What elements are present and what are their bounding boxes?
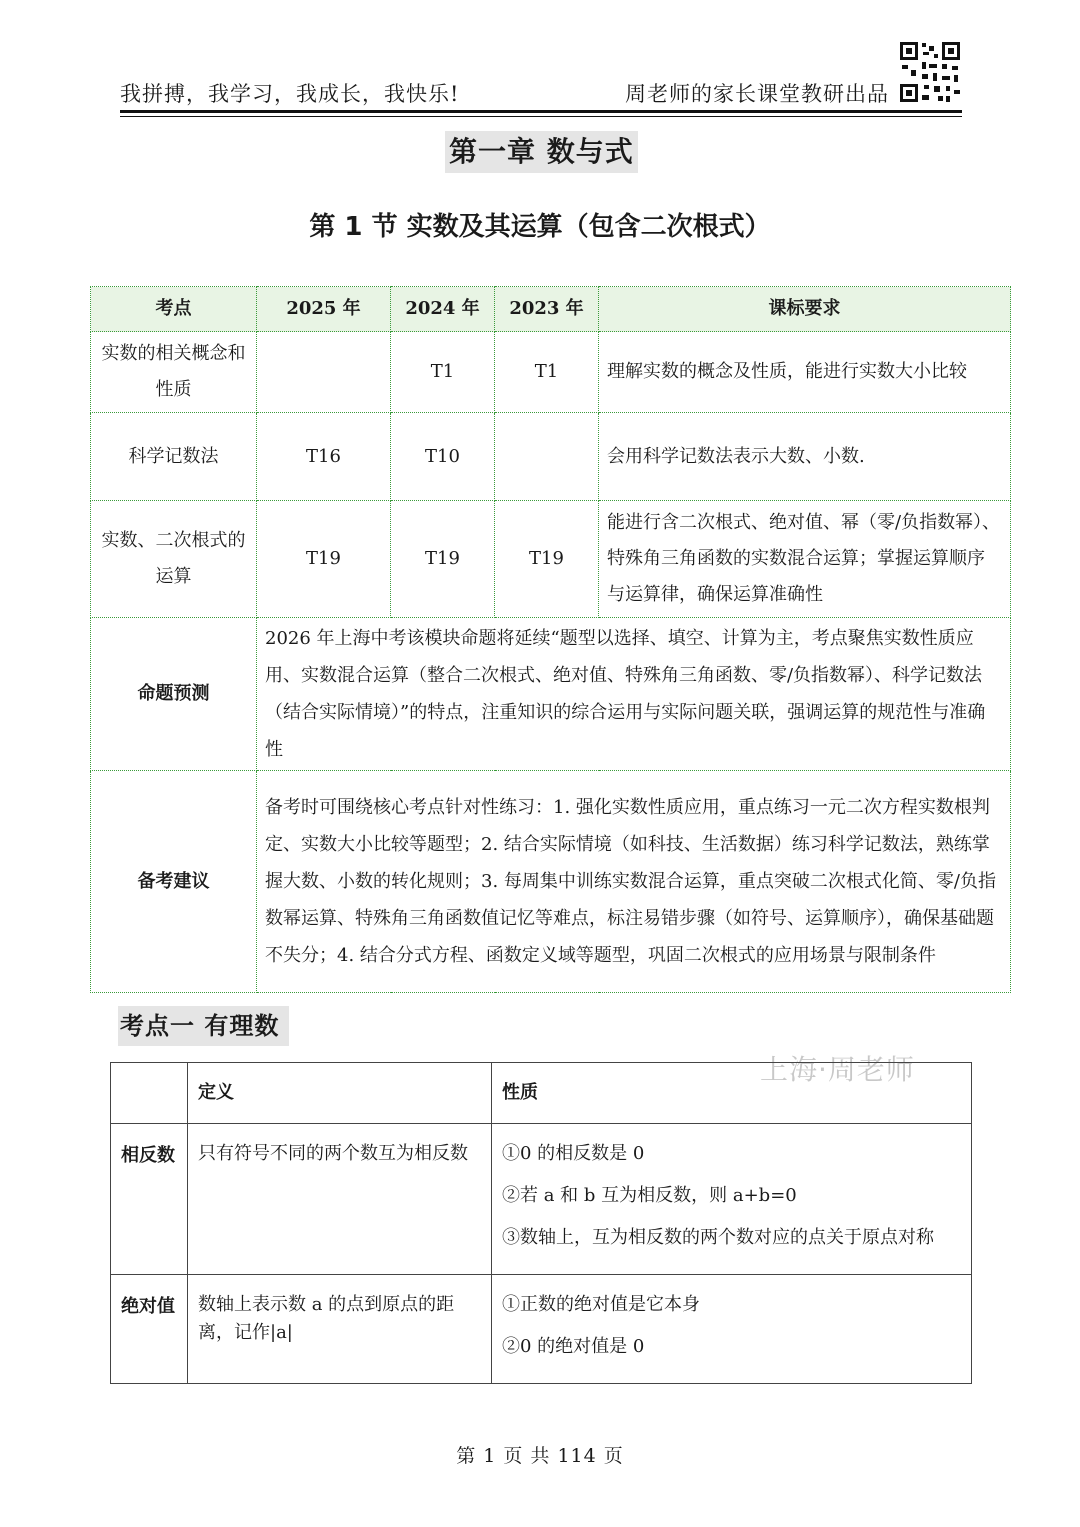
section-title: 第 1 节 实数及其运算（包含二次根式） — [309, 212, 771, 242]
year-2024-cell: T10 — [391, 413, 495, 501]
table-row — [111, 1275, 972, 1384]
header-slogan: 我拼搏，我学习，我成长，我快乐! — [120, 82, 460, 106]
advice-row — [91, 771, 1011, 993]
year-2023-cell: T1 — [495, 332, 599, 413]
kp-header-properties: 性质 — [492, 1063, 972, 1124]
year-2024-cell: T1 — [391, 332, 495, 413]
exam-analysis-table — [90, 286, 1011, 993]
exam-table-header-row — [91, 287, 1011, 332]
requirement-cell: 能进行含二次根式、绝对值、幂（零/负指数幂）、特殊角三角函数的实数混合运算；掌握运算顺序与运算律，确保运算准确性 — [599, 501, 1011, 618]
knowledge-point-title: 考点一 有理数 — [118, 1006, 289, 1046]
table-row — [91, 501, 1011, 618]
table-row — [111, 1124, 972, 1275]
prediction-text: 2026 年上海中考该模块命题将延续“题型以选择、填空、计算为主，考点聚焦实数性质应用、实数混合运算（整合二次根式、绝对值、特殊角三角函数、零/负指数幂）、科学记数法（结合实际情境）”的特点，注重知识的综合运用与实际问题关联，强调运算的规范性与准确性 — [257, 618, 1011, 771]
header-publisher: 周老师的家长课堂教研出品 — [625, 82, 889, 106]
kp-row-definition: 数轴上表示数 a 的点到原点的距离，记作|a| — [188, 1275, 492, 1384]
kp-row-properties — [492, 1124, 972, 1275]
column-header-2025: 2025 年 — [257, 287, 391, 332]
qr-code-icon — [898, 40, 962, 104]
kp-header-definition: 定义 — [188, 1063, 492, 1124]
kp-row-name: 绝对值 — [111, 1275, 188, 1384]
prediction-row — [91, 618, 1011, 771]
table-row — [91, 413, 1011, 501]
kp-row-name: 相反数 — [111, 1124, 188, 1275]
kp-header-row — [111, 1063, 972, 1124]
kp-row-properties — [492, 1275, 972, 1384]
year-2023-cell: T19 — [495, 501, 599, 618]
table-row — [91, 332, 1011, 413]
year-2025-cell — [257, 332, 391, 413]
property-item: ②0 的绝对值是 0 — [502, 1336, 645, 1357]
kp-row-definition: 只有符号不同的两个数互为相反数 — [188, 1124, 492, 1275]
property-item: ①0 的相反数是 0 — [502, 1143, 645, 1164]
chapter-title: 第一章 数与式 — [445, 131, 638, 173]
requirement-cell: 理解实数的概念及性质，能进行实数大小比较 — [599, 332, 1011, 413]
advice-label: 备考建议 — [91, 771, 257, 993]
column-header-topic: 考点 — [91, 287, 257, 332]
year-2023-cell — [495, 413, 599, 501]
knowledge-point-table — [110, 1062, 972, 1384]
year-2024-cell: T19 — [391, 501, 495, 618]
header-rule-thick — [120, 110, 962, 113]
advice-text: 备考时可围绕核心考点针对性练习：1. 强化实数性质应用，重点练习一元二次方程实数根判定、实数大小比较等题型；2. 结合实际情境（如科技、生活数据）练习科学记数法，熟练掌握大数、小数的转化规则；3. 每周集中训练实数混合运算，重点突破二次根式化简、零/负指数幂运算、特殊角三角函数值记忆等难点，标注易错步骤（如符号、运算顺序），确保基础题不失分；4. 结合分式方程、函数定义域等题型，巩固二次根式的应用场景与限制条件 — [257, 771, 1011, 993]
year-2025-cell: T16 — [257, 413, 391, 501]
requirement-cell: 会用科学记数法表示大数、小数. — [599, 413, 1011, 501]
property-item: ②若 a 和 b 互为相反数，则 a+b=0 — [502, 1185, 797, 1206]
column-header-2024: 2024 年 — [391, 287, 495, 332]
topic-cell: 实数、二次根式的运算 — [91, 501, 257, 618]
property-item: ③数轴上，互为相反数的两个数对应的点关于原点对称 — [502, 1227, 934, 1248]
column-header-2023: 2023 年 — [495, 287, 599, 332]
page-footer: 第 1 页 共 114 页 — [456, 1445, 624, 1467]
header-rule-thin — [120, 116, 962, 117]
topic-cell: 实数的相关概念和性质 — [91, 332, 257, 413]
watermark: 上海·周老师 — [760, 1053, 915, 1086]
column-header-requirement: 课标要求 — [599, 287, 1011, 332]
year-2025-cell: T19 — [257, 501, 391, 618]
kp-header-blank — [111, 1063, 188, 1124]
topic-cell: 科学记数法 — [91, 413, 257, 501]
property-item: ①正数的绝对值是它本身 — [502, 1294, 700, 1315]
prediction-label: 命题预测 — [91, 618, 257, 771]
